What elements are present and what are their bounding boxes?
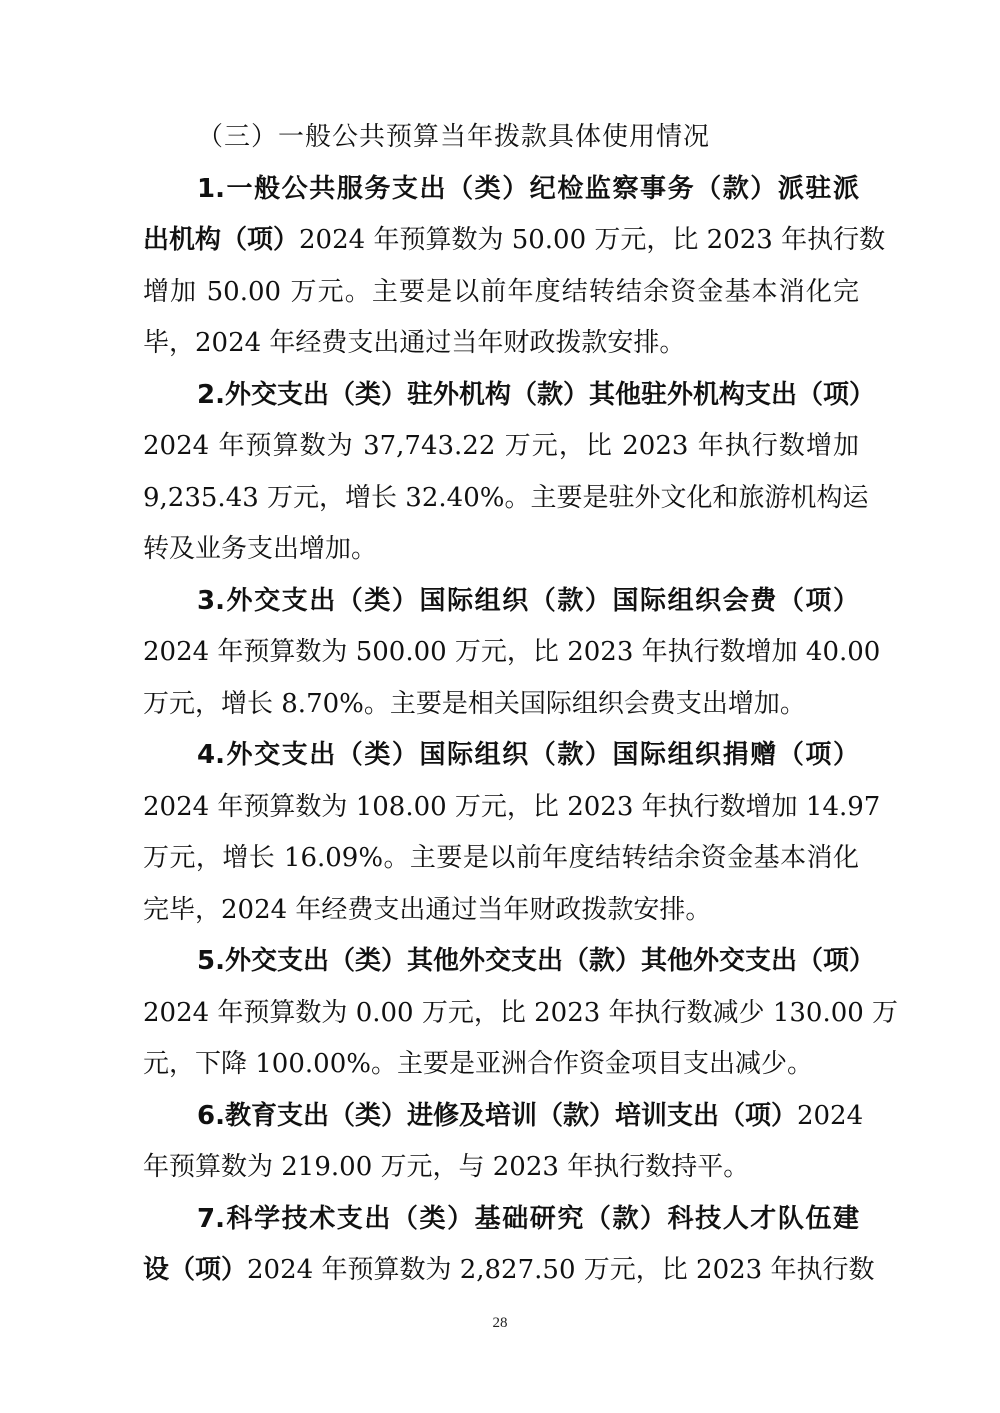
item-2-line-1 xyxy=(143,370,875,422)
item-7-title: 7.科学技术支出（类）基础研究（款）科技人才队伍建 xyxy=(197,1203,859,1234)
item-5-title: 5.外交支出（类）其他外交支出（款）其他外交支出（项） xyxy=(197,946,875,976)
item-6-line-1 xyxy=(143,1091,864,1143)
item-1-title-cont: 出机构（项） xyxy=(143,225,300,255)
item-2-line-4: 转及业务支出增加。 xyxy=(143,534,378,564)
item-4-line-3: 万元，增长 16.09%。主要是以前年度结转结余资金基本消化 xyxy=(143,843,859,873)
item-1-line-4: 毕，2024 年经费支出通过当年财政拨款安排。 xyxy=(143,328,686,358)
document-body xyxy=(143,112,899,1297)
item-7-title-cont: 设（项） xyxy=(143,1255,248,1285)
item-3-line-2: 2024 年预算数为 500.00 万元，比 2023 年执行数增加 40.00 xyxy=(143,637,881,667)
item-7-line-2 xyxy=(143,1245,875,1297)
item-4-line-4: 完毕，2024 年经费支出通过当年财政拨款安排。 xyxy=(143,894,712,925)
item-1-line-1 xyxy=(143,164,859,216)
item-2-line-2: 2024 年预算数为 37,743.22 万元，比 2023 年执行数增加 xyxy=(143,431,859,461)
item-4-line-1 xyxy=(143,730,859,782)
item-1-title: 1.一般公共服务支出（类）纪检监察事务（款）派驻派 xyxy=(197,173,859,204)
item-3-title: 3.外交支出（类）国际组织（款）国际组织会费（项） xyxy=(197,585,859,616)
item-3-line-1 xyxy=(143,576,859,628)
page-number: 28 xyxy=(492,1315,508,1331)
item-7-line-1 xyxy=(143,1194,859,1246)
item-6-line-2: 年预算数为 219.00 万元，与 2023 年执行数持平。 xyxy=(143,1152,750,1182)
item-7-text: 2024 年预算数为 2,827.50 万元，比 2023 年执行数 xyxy=(247,1255,875,1285)
item-1-text: 2024 年预算数为 50.00 万元，比 2023 年执行数 xyxy=(299,225,886,255)
section-heading: （三）一般公共预算当年拨款具体使用情况 xyxy=(197,122,711,152)
item-4-line-2: 2024 年预算数为 108.00 万元，比 2023 年执行数增加 14.97 xyxy=(143,791,881,822)
item-5-line-3: 元，下降 100.00%。主要是亚洲合作资金项目支出减少。 xyxy=(143,1049,813,1079)
item-6-title: 6.教育支出（类）进修及培训（款）培训支出（项） xyxy=(197,1100,797,1131)
item-4-title: 4.外交支出（类）国际组织（款）国际组织捐赠（项） xyxy=(197,740,859,770)
item-6-text: 2024 xyxy=(796,1100,864,1131)
item-5-line-1 xyxy=(143,936,875,988)
item-3-line-3: 万元，增长 8.70%。主要是相关国际组织会费支出增加。 xyxy=(143,688,806,719)
item-2-line-3: 9,235.43 万元，增长 32.40%。主要是驻外文化和旅游机构运 xyxy=(143,482,869,513)
item-2-title: 2.外交支出（类）驻外机构（款）其他驻外机构支出（项） xyxy=(197,379,875,410)
item-1-line-3: 增加 50.00 万元。主要是以前年度结转结余资金基本消化完 xyxy=(143,276,859,307)
item-1-line-2 xyxy=(143,215,886,267)
item-5-line-2: 2024 年预算数为 0.00 万元，比 2023 年执行数减少 130.00 万 xyxy=(143,997,899,1028)
